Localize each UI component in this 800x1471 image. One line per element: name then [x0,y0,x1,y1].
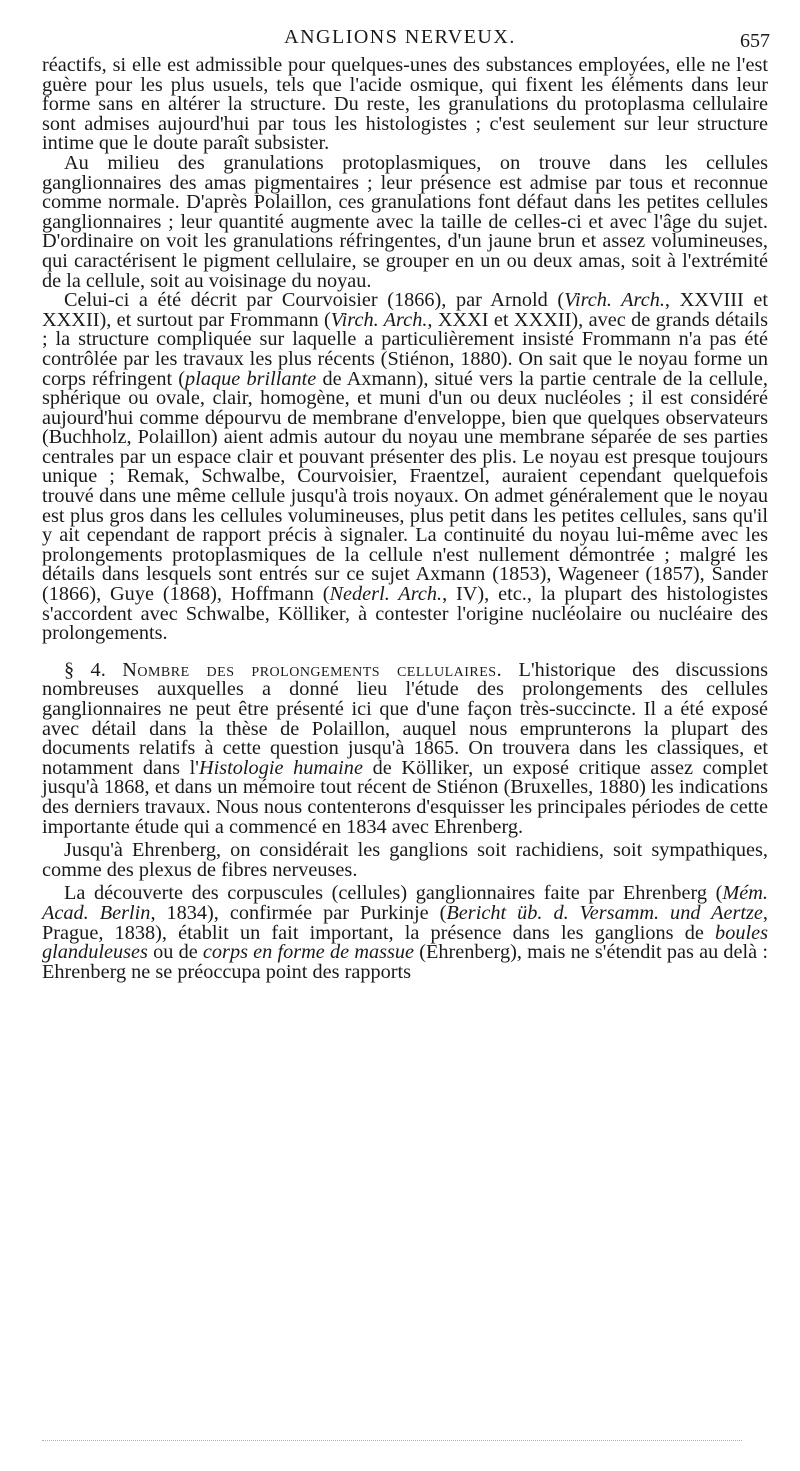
paragraph-pigment: Au milieu des granulations protoplasmiques, on trouve dans les cellules ganglionnaires des amas pigmentaires ; leur présence est admise par tous et reconnue comme normale. D'après Polaillon, ces granulations font défaut dans les petites cellules ganglionnaires ; leur quantité augmente avec la taille de celles-ci et avec l'âge du sujet. D'ordinaire on voit les granulations réfringentes, d'un jaune brun et assez volumineuses, qui caractérisent le pigment cellulaire, se grouper en un ou deux amas, soit à l'extrémité de la cellule, soit au voisinage du noyau. [42,151,768,292]
term-italic: boules glanduleuses [42,921,768,964]
citation-italic: Virch. Arch. [564,289,665,312]
text-run: , IV), etc., la plupart des histologistes s'accordent avec Schwalbe, Kölliker, à contester l'origine nucléolaire ou nucléaire des prolongements. [42,583,769,645]
citation-italic: Nederl. Arch. [329,583,443,606]
text-run: ou de [147,941,203,964]
title-italic: Histologie humaine [198,756,363,779]
text-run: , Prague, 1838), établit un fait important, la présence dans les ganglions de [42,901,768,944]
text-run: , XXXI et XXXII), avec de grands détails ; la structure compliquée sur laquelle a particulièrement insisté Frommann n'a pas été contrôlée par les travaux les plus récents (Stiénon, 1880). On sait que le noyau forme un corps réfringent ( [42,308,768,390]
footer-dotted-rule [42,1440,742,1441]
text-run: (Ehrenberg), mais ne s'étendit pas au delà : Ehrenberg ne se préoccupa point des rapports [42,941,768,983]
section-paragraph [42,658,768,838]
paragraph-nucleus [42,291,768,644]
term-italic: corps en forme de massue [202,941,415,964]
citation-italic: Mém. Acad. Berlin [42,882,768,924]
running-title: ANGLIONS NERVEUX. [284,26,516,48]
page-number: 657 [740,30,770,52]
text-run: de Kölliker, un exposé critique assez complet jusqu'à 1868, et dans un mémoire tout récent de Stiénon (Bruxelles, 1880) les indications des derniers travaux. Nous nous contenterons d'esquisser les principales périodes de cette importante étude qui a commencé en 1834 avec Ehrenberg. [42,756,768,838]
text-run: , XXVIII et XXXII), et surtout par Frommann ( [42,289,768,331]
text-run: La découverte des corpuscules (cellules) ganglionnaires faite par Ehrenberg ( [64,882,723,905]
citation-italic: Bericht üb. d. Versamm. und Aertze [446,901,763,924]
page-header [0,26,800,52]
text-run: de Axmann), situé vers la partie centrale de la cellule, sphérique ou ovale, clair, homogène, et muni d'un ou deux nucléoles ; il est considéré aujourd'hui comme dépourvu de membrane d'enveloppe, bien que quelques observateurs (Buchholz, Polaillon) aient admis autour du noyau une membrane séparée de ses parties centrales par un espace clair et pouvant présenter des plis. Le noyau est presque toujours unique ; Remak, Schwalbe, Courvoisier, Fraentzel, auraient cependant quelquefois trouvé dans une même cellule jusqu'à trois noyaux. On admet généralement que le noyau est plus gros dans les cellules volumineuses, plus petit dans les petites cellules, sans qu'il y ait cependant de rapport précis à signaler. La continuité du noyau lui-même avec les prolongements protoplasmiques de la cellule n'est nullement démontrée ; malgré les détails dans lesquels sont entrés sur ce sujet Axmann (1853), Wageneer (1857), Sander (1866), Guye (1868), Hoffmann ( [42,367,768,606]
term-italic: plaque brillante [185,367,317,390]
text-run: , 1834), confirmée par Purkinje ( [150,901,447,924]
paragraph-discovery [42,884,768,982]
text-run: Celui-ci a été décrit par Courvoisier (1866), par Arnold ( [64,289,565,312]
section-heading: Nombre des prolongements cellulaires. [122,658,503,681]
citation-italic: Virch. Arch. [330,308,428,331]
paragraph-continuation: réactifs, si elle est admissible pour quelques-unes des substances employées, elle ne l'est guère pour les plus usuels, tels que l'acide osmique, qui fixent les éléments dans leur forme sans en altérer la structure. Du reste, les granulations du protoplasma cellulaire sont admises aujourd'hui par tous les histologistes ; c'est seulement sur leur structure intime que le doute paraît subsister. [42,54,768,155]
paragraph-ehrenberg: Jusqu'à Ehrenberg, on considérait les ganglions soit rachidiens, soit sympathiques, comme des plexus de fibres nerveuses. [42,839,768,881]
section-mark: § 4. [64,658,106,681]
text-run: L'historique des discussions nombreuses auxquelles a donné lieu l'étude des prolongements des cellules ganglionnaires ne peut être présenté ici que d'une façon très-succincte. Il a été exposé avec détail dans la thèse de Polaillon, auquel nous emprunterons la plupart des documents relatifs à cette question jusqu'à 1865. On trouvera dans les classiques, et notamment dans l' [42,658,768,779]
page-body [42,56,768,982]
